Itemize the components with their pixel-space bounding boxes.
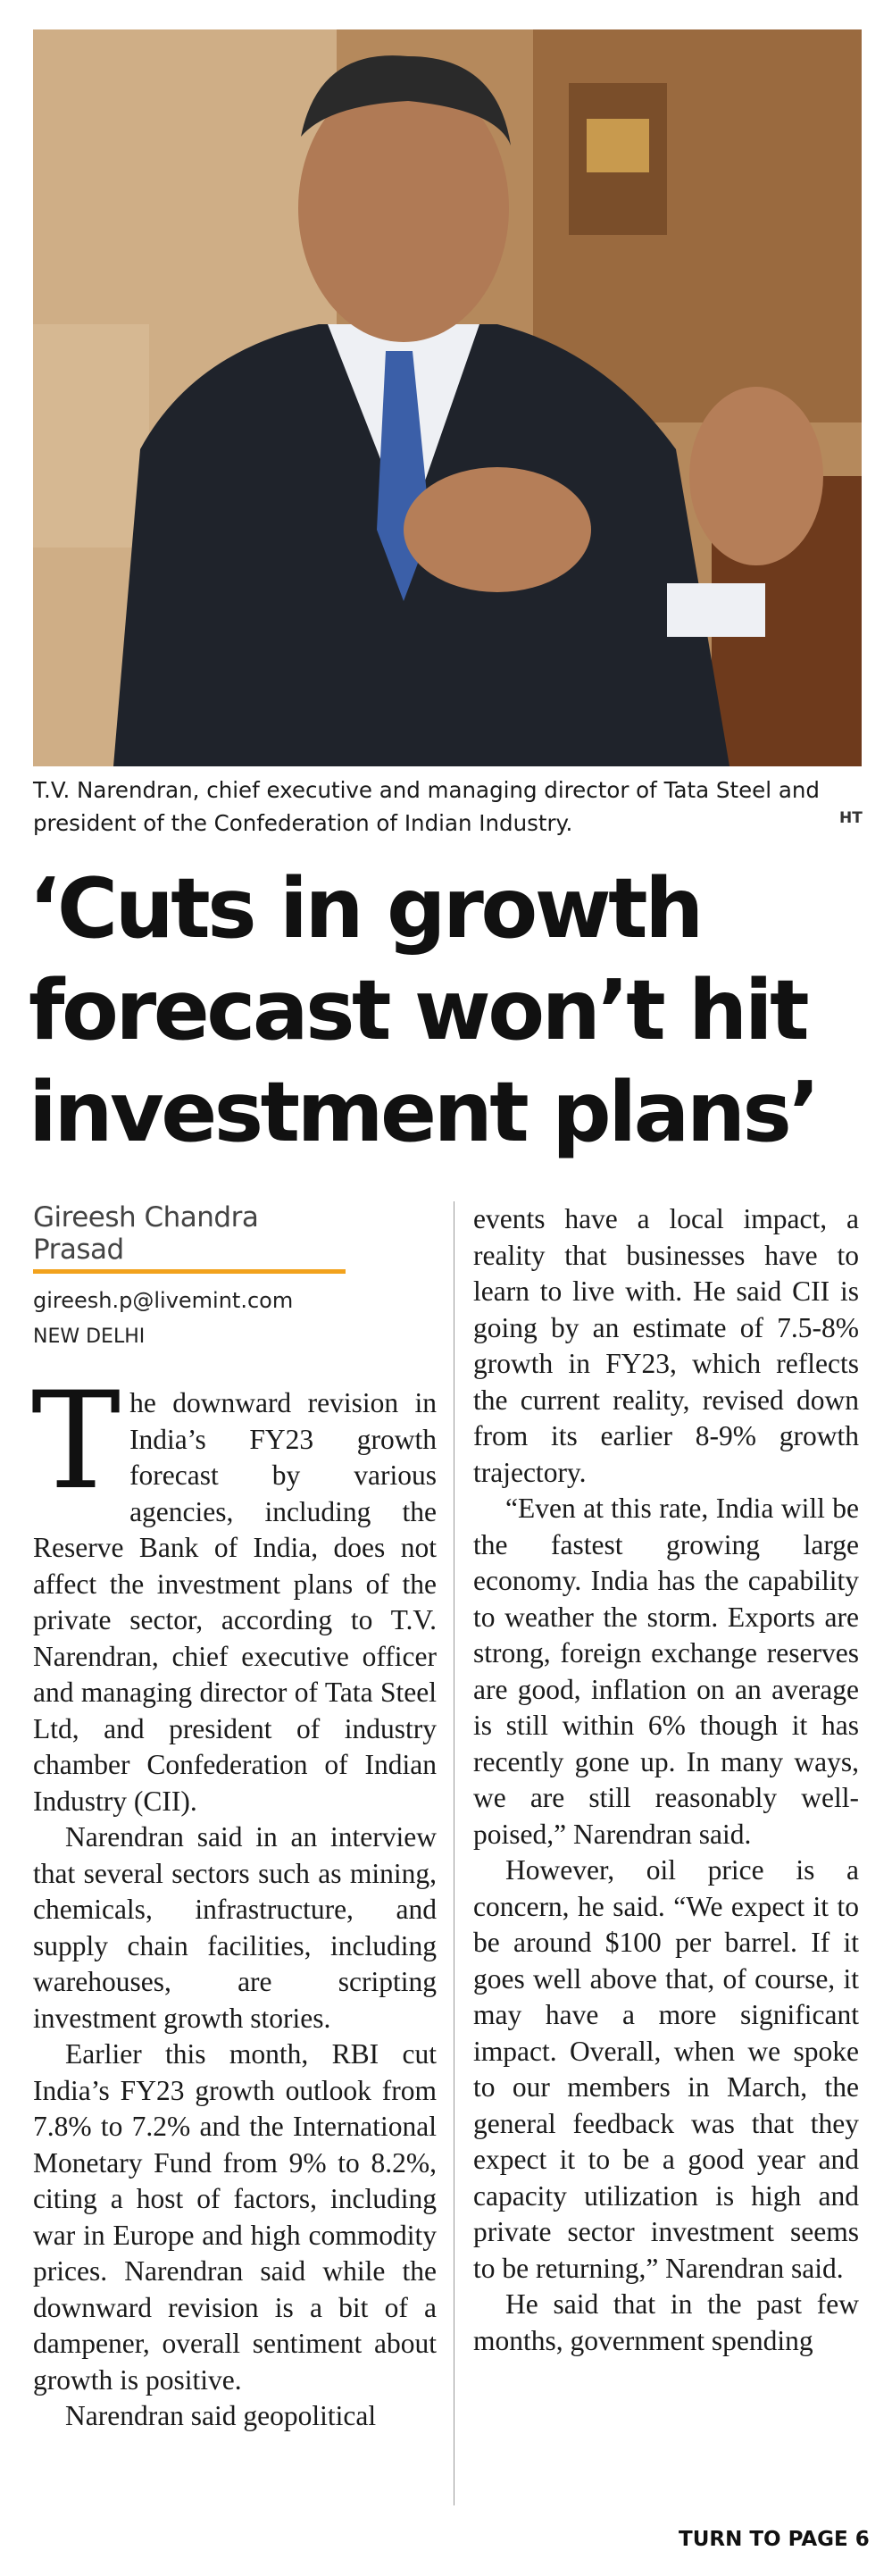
photo-credit: HT (839, 809, 863, 827)
caption-text: T.V. Narendran, chief executive and managing director of Tata Steel and president of the Confederation of Indian Industry. (33, 777, 820, 836)
turn-to-page[interactable]: TURN TO PAGE 6 (679, 2528, 870, 2551)
byline-author[interactable]: Gireesh Chandra Prasad (33, 1201, 346, 1274)
dateline: NEW DELHI (33, 1326, 146, 1348)
article-column-1 (33, 1201, 437, 2435)
paragraph: Narendran said geopolitical (65, 2400, 377, 2431)
portrait-illustration (33, 29, 862, 766)
paragraph: events have a local impact, a reality that businesses have to learn to live with. He said CII is going by an estimate of 7.5-8% growth in FY23, which reflects the current reality, revised down from its earlier 8-9% growth trajectory. (473, 1203, 859, 1488)
article-body-col2 (473, 1201, 859, 2359)
paragraph: Earlier this month, RBI cut India’s FY23 growth outlook from 7.8% to 7.2% and the International Monetary Fund from 9% to 8.2%, citing a host of factors, including war in Europe and high commodity prices. Narendran said while the downward revision is a bit of a dampener, overall sentiment about growth is positive. (33, 2038, 437, 2396)
paragraph: He said that in the past few months, government spending (473, 2288, 859, 2356)
paragraph: The downward revision in India’s FY23 growth forecast by various agencies, including the Reserve Bank of India, does not affect the investment plans of the private sector, according to T.V. Narendran, chief executive officer and managing director of Tata Steel Ltd, and president of industry chamber Confederation of Indian Industry (CII). (31, 1364, 437, 1817)
paragraph: “Even at this rate, India will be the fastest growing large economy. India has the capability to weather the storm. Exports are strong, foreign exchange reserves are good, inflation on an average is still within 6% though it has recently gone up. In many ways, we are still reasonably well-poised,” Narendran said. (473, 1493, 859, 1850)
article-body-col1 (31, 1364, 437, 2435)
article-column-2 (473, 1201, 859, 2359)
photo-caption (33, 774, 837, 840)
drop-cap: T (31, 1364, 121, 1519)
article-photo (33, 29, 862, 766)
headline: ‘Cuts in growth forecast won’t hit investment plans’ (29, 860, 818, 1160)
paragraph: Narendran said in an interview that several sectors such as mining, chemicals, infrastructure, and supply chain facilities, including warehouses, are scripting investment growth stories. (33, 1821, 437, 2034)
author-email[interactable]: gireesh.p@livemint.com (33, 1288, 294, 1313)
paragraph: However, oil price is a concern, he said. “We expect it to be around $100 per barrel. If it goes well above that, of course, it may have a more significant impact. Overall, when we spoke to our members in March, the general feedback was that they expect it to be a good year and capacity utilization is high and private sector investment seems to be returning,” Narendran said. (473, 1854, 859, 2284)
